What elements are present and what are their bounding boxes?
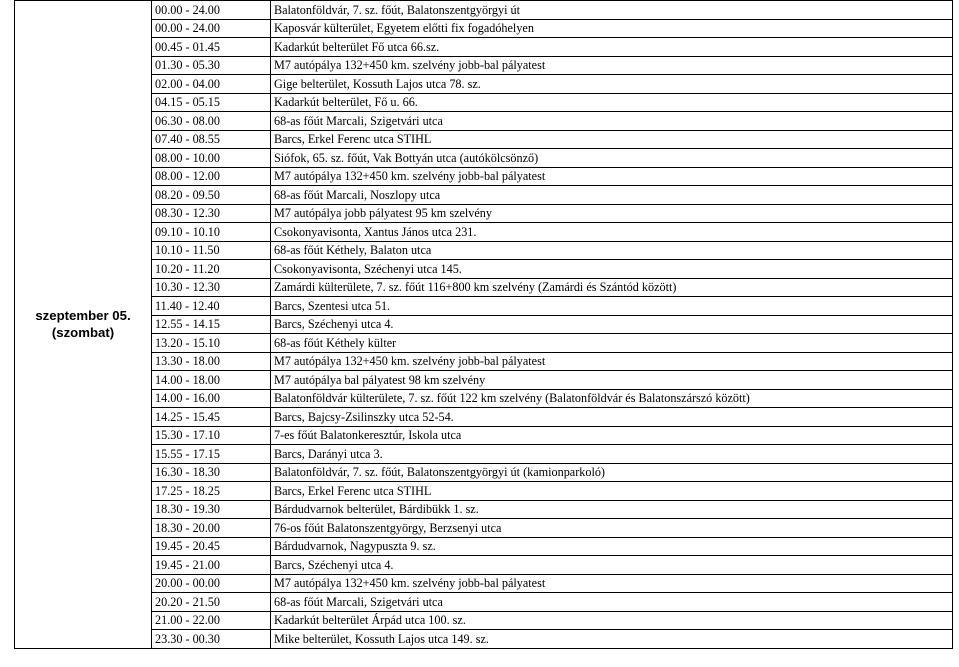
- table-row: [15, 611, 953, 630]
- table-row: [15, 445, 953, 464]
- location-cell: Csokonyavisonta, Xantus János utca 231.: [271, 223, 953, 242]
- location-cell: Bárdudvarnok, Nagypuszta 9. sz.: [271, 537, 953, 556]
- time-range-cell: 08.00 - 10.00: [152, 149, 271, 168]
- time-range-cell: 20.00 - 00.00: [152, 574, 271, 593]
- location-cell: Barcs, Darányi utca 3.: [271, 445, 953, 464]
- location-cell: Kaposvár külterület, Egyetem előtti fix fogadóhelyen: [271, 19, 953, 38]
- location-cell: Barcs, Széchenyi utca 4.: [271, 556, 953, 575]
- table-row: [15, 556, 953, 575]
- table-row: [15, 463, 953, 482]
- table-row: [15, 389, 953, 408]
- table-row: [15, 149, 953, 168]
- table-row: [15, 56, 953, 75]
- time-range-cell: 21.00 - 22.00: [152, 611, 271, 630]
- table-row: [15, 167, 953, 186]
- time-range-cell: 19.45 - 20.45: [152, 537, 271, 556]
- location-cell: Kadarkút belterület, Fő u. 66.: [271, 93, 953, 112]
- location-cell: M7 autópálya 132+450 km. szelvény jobb-bal pályatest: [271, 574, 953, 593]
- location-cell: 76-os főút Balatonszentgyörgy, Berzsenyi utca: [271, 519, 953, 538]
- time-range-cell: 10.20 - 11.20: [152, 260, 271, 279]
- date-cell: [15, 1, 152, 649]
- time-range-cell: 15.30 - 17.10: [152, 426, 271, 445]
- table-row: [15, 500, 953, 519]
- table-row: [15, 223, 953, 242]
- location-cell: Gige belterület, Kossuth Lajos utca 78. sz.: [271, 75, 953, 94]
- time-range-cell: 12.55 - 14.15: [152, 315, 271, 334]
- time-range-cell: 11.40 - 12.40: [152, 297, 271, 316]
- schedule-body: [15, 1, 953, 649]
- table-row: [15, 19, 953, 38]
- table-row: [15, 1, 953, 20]
- location-cell: Barcs, Széchenyi utca 4.: [271, 315, 953, 334]
- time-range-cell: 17.25 - 18.25: [152, 482, 271, 501]
- table-row: [15, 574, 953, 593]
- location-cell: Bárdudvarnok belterület, Bárdibükk 1. sz.: [271, 500, 953, 519]
- time-range-cell: 09.10 - 10.10: [152, 223, 271, 242]
- table-row: [15, 130, 953, 149]
- location-cell: Csokonyavisonta, Széchenyi utca 145.: [271, 260, 953, 279]
- table-row: [15, 519, 953, 538]
- time-range-cell: 13.30 - 18.00: [152, 352, 271, 371]
- location-cell: M7 autópálya 132+450 km. szelvény jobb-bal pályatest: [271, 56, 953, 75]
- table-row: [15, 352, 953, 371]
- table-row: [15, 334, 953, 353]
- weekday-label: (szombat): [51, 325, 115, 341]
- location-cell: Balatonföldvár külterülete, 7. sz. főút 122 km szelvény (Balatonföldvár és Balatonszárszó között): [271, 389, 953, 408]
- location-cell: Balatonföldvár, 7. sz. főút, Balatonszentgyörgyi út: [271, 1, 953, 20]
- location-cell: Barcs, Erkel Ferenc utca STIHL: [271, 130, 953, 149]
- time-range-cell: 16.30 - 18.30: [152, 463, 271, 482]
- table-row: [15, 278, 953, 297]
- location-cell: M7 autópálya 132+450 km. szelvény jobb-bal pályatest: [271, 352, 953, 371]
- time-range-cell: 15.55 - 17.15: [152, 445, 271, 464]
- location-cell: Barcs, Erkel Ferenc utca STIHL: [271, 482, 953, 501]
- table-row: [15, 630, 953, 649]
- location-cell: Kadarkút belterület Árpád utca 100. sz.: [271, 611, 953, 630]
- table-row: [15, 260, 953, 279]
- table-row: [15, 593, 953, 612]
- table-row: [15, 371, 953, 390]
- location-cell: 68-as főút Marcali, Szigetvári utca: [271, 593, 953, 612]
- time-range-cell: 14.00 - 18.00: [152, 371, 271, 390]
- location-cell: Balatonföldvár, 7. sz. főút, Balatonszentgyörgyi út (kamionparkoló): [271, 463, 953, 482]
- table-row: [15, 112, 953, 131]
- location-cell: 68-as főút Kéthely, Balaton utca: [271, 241, 953, 260]
- time-range-cell: 08.30 - 12.30: [152, 204, 271, 223]
- table-row: [15, 426, 953, 445]
- table-row: [15, 537, 953, 556]
- location-cell: Mike belterület, Kossuth Lajos utca 149. sz.: [271, 630, 953, 649]
- time-range-cell: 00.00 - 24.00: [152, 1, 271, 20]
- time-range-cell: 13.20 - 15.10: [152, 334, 271, 353]
- time-range-cell: 06.30 - 08.00: [152, 112, 271, 131]
- location-cell: 68-as főút Marcali, Noszlopy utca: [271, 186, 953, 205]
- location-cell: 7-es főút Balatonkeresztúr, Iskola utca: [271, 426, 953, 445]
- table-row: [15, 93, 953, 112]
- table-row: [15, 241, 953, 260]
- table-row: [15, 482, 953, 501]
- time-range-cell: 07.40 - 08.55: [152, 130, 271, 149]
- time-range-cell: 10.30 - 12.30: [152, 278, 271, 297]
- date-label: szeptember 05.: [35, 308, 131, 324]
- time-range-cell: 18.30 - 20.00: [152, 519, 271, 538]
- time-range-cell: 00.45 - 01.45: [152, 38, 271, 57]
- time-range-cell: 14.25 - 15.45: [152, 408, 271, 427]
- location-cell: M7 autópálya bal pályatest 98 km szelvény: [271, 371, 953, 390]
- table-row: [15, 315, 953, 334]
- time-range-cell: 10.10 - 11.50: [152, 241, 271, 260]
- location-cell: Kadarkút belterület Fő utca 66.sz.: [271, 38, 953, 57]
- location-cell: M7 autópálya 132+450 km. szelvény jobb-bal pályatest: [271, 167, 953, 186]
- table-row: [15, 75, 953, 94]
- location-cell: 68-as főút Kéthely külter: [271, 334, 953, 353]
- time-range-cell: 00.00 - 24.00: [152, 19, 271, 38]
- time-range-cell: 01.30 - 05.30: [152, 56, 271, 75]
- location-cell: Barcs, Szentesi utca 51.: [271, 297, 953, 316]
- time-range-cell: 18.30 - 19.30: [152, 500, 271, 519]
- location-cell: Barcs, Bajcsy-Zsilinszky utca 52-54.: [271, 408, 953, 427]
- table-row: [15, 38, 953, 57]
- table-row: [15, 186, 953, 205]
- location-cell: Zamárdi külterülete, 7. sz. főút 116+800 km szelvény (Zamárdi és Szántód között): [271, 278, 953, 297]
- time-range-cell: 04.15 - 05.15: [152, 93, 271, 112]
- location-cell: M7 autópálya jobb pályatest 95 km szelvény: [271, 204, 953, 223]
- time-range-cell: 19.45 - 21.00: [152, 556, 271, 575]
- time-range-cell: 20.20 - 21.50: [152, 593, 271, 612]
- location-cell: Siófok, 65. sz. főút, Vak Bottyán utca (autókölcsönző): [271, 149, 953, 168]
- time-range-cell: 08.20 - 09.50: [152, 186, 271, 205]
- time-range-cell: 08.00 - 12.00: [152, 167, 271, 186]
- table-row: [15, 204, 953, 223]
- time-range-cell: 02.00 - 04.00: [152, 75, 271, 94]
- time-range-cell: 23.30 - 00.30: [152, 630, 271, 649]
- location-cell: 68-as főút Marcali, Szigetvári utca: [271, 112, 953, 131]
- table-row: [15, 297, 953, 316]
- table-row: [15, 408, 953, 427]
- time-range-cell: 14.00 - 16.00: [152, 389, 271, 408]
- schedule-table: [14, 0, 953, 649]
